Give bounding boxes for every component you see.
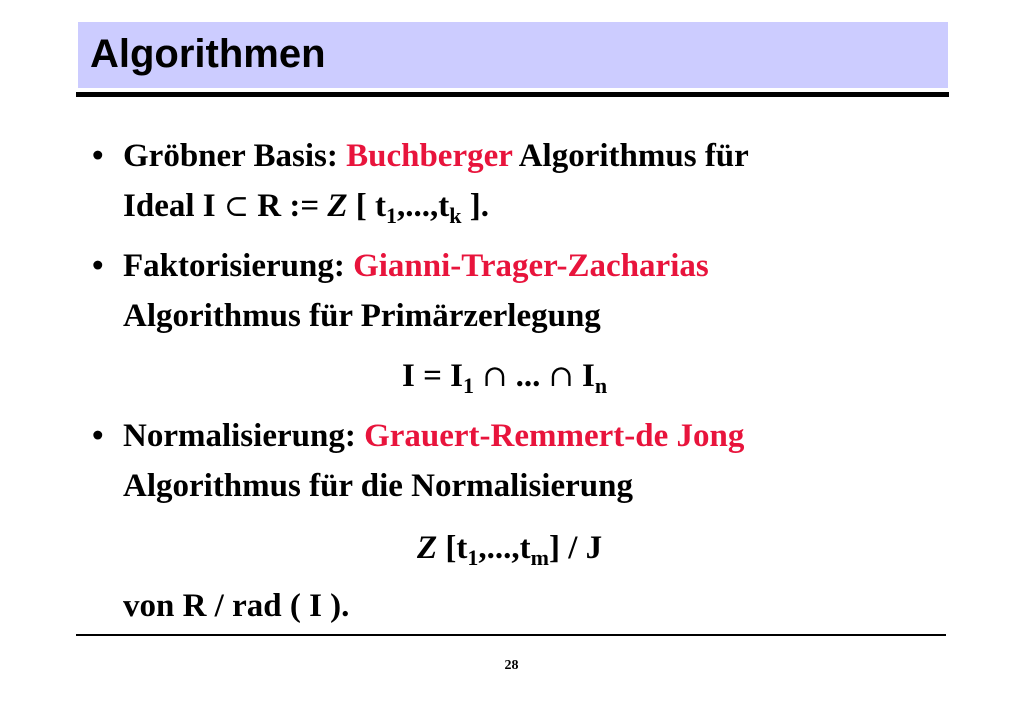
bullet-lead: Faktorisierung: [123, 248, 354, 284]
text-segment: I [573, 358, 595, 394]
ring-symbol: Z [327, 188, 348, 224]
subset-symbol: ⊂ [223, 189, 249, 224]
text-segment: ,...,t [397, 188, 450, 224]
bullet-normalisierung-line1 [123, 416, 744, 456]
bullet-groebner-line2 [123, 186, 489, 227]
formula-primary-decomposition [402, 356, 607, 397]
bullet-normalisierung-line2: Algorithmus für die Normalisierung [123, 468, 633, 504]
bullet-marker: • [92, 418, 104, 454]
algorithm-name-gtz: Gianni-Trager-Zacharias [353, 248, 709, 284]
title-divider [76, 92, 949, 97]
subscript: m [530, 545, 549, 570]
text-segment: ,...,t [478, 530, 531, 566]
page-number: 28 [504, 658, 519, 673]
bullet-groebner-line1 [123, 136, 749, 176]
text-segment: ... [507, 358, 549, 394]
bullet-lead: Gröbner Basis: [123, 138, 347, 174]
slide-title: Algorithmen [90, 32, 326, 76]
subscript: k [449, 203, 462, 228]
text-segment: ]. [461, 188, 490, 224]
bullet-text: Algorithmus für [512, 138, 749, 174]
subscript: 1 [386, 203, 398, 228]
text-segment: Ideal I [123, 188, 224, 224]
text-segment: [t [437, 530, 468, 566]
ring-symbol: Z [417, 530, 438, 566]
formula-quotient-ring [417, 528, 602, 568]
intersection-symbol: ∩ [548, 359, 574, 394]
bullet-lead: Normalisierung: [123, 418, 365, 454]
footer-divider [76, 634, 946, 636]
subscript: n [594, 373, 608, 398]
text-segment: [ t [347, 188, 387, 224]
algorithm-name-buchberger: Buchberger [346, 138, 513, 174]
text-segment: ] / J [548, 530, 603, 566]
bullet-normalisierung-line4: von R / rad ( I ). [123, 588, 350, 624]
subscript: 1 [467, 545, 479, 570]
algorithm-name-grdj: Grauert-Remmert-de Jong [364, 418, 745, 454]
bullet-marker: • [92, 138, 104, 174]
intersection-symbol: ∩ [482, 359, 508, 394]
bullet-marker: • [92, 248, 104, 284]
text-segment: R := [249, 188, 328, 224]
subscript: 1 [463, 373, 474, 398]
bullet-faktorisierung-line1 [123, 246, 709, 286]
bullet-faktorisierung-line2: Algorithmus für Primärzerlegung [123, 298, 601, 334]
text-segment: I = I [402, 358, 463, 394]
